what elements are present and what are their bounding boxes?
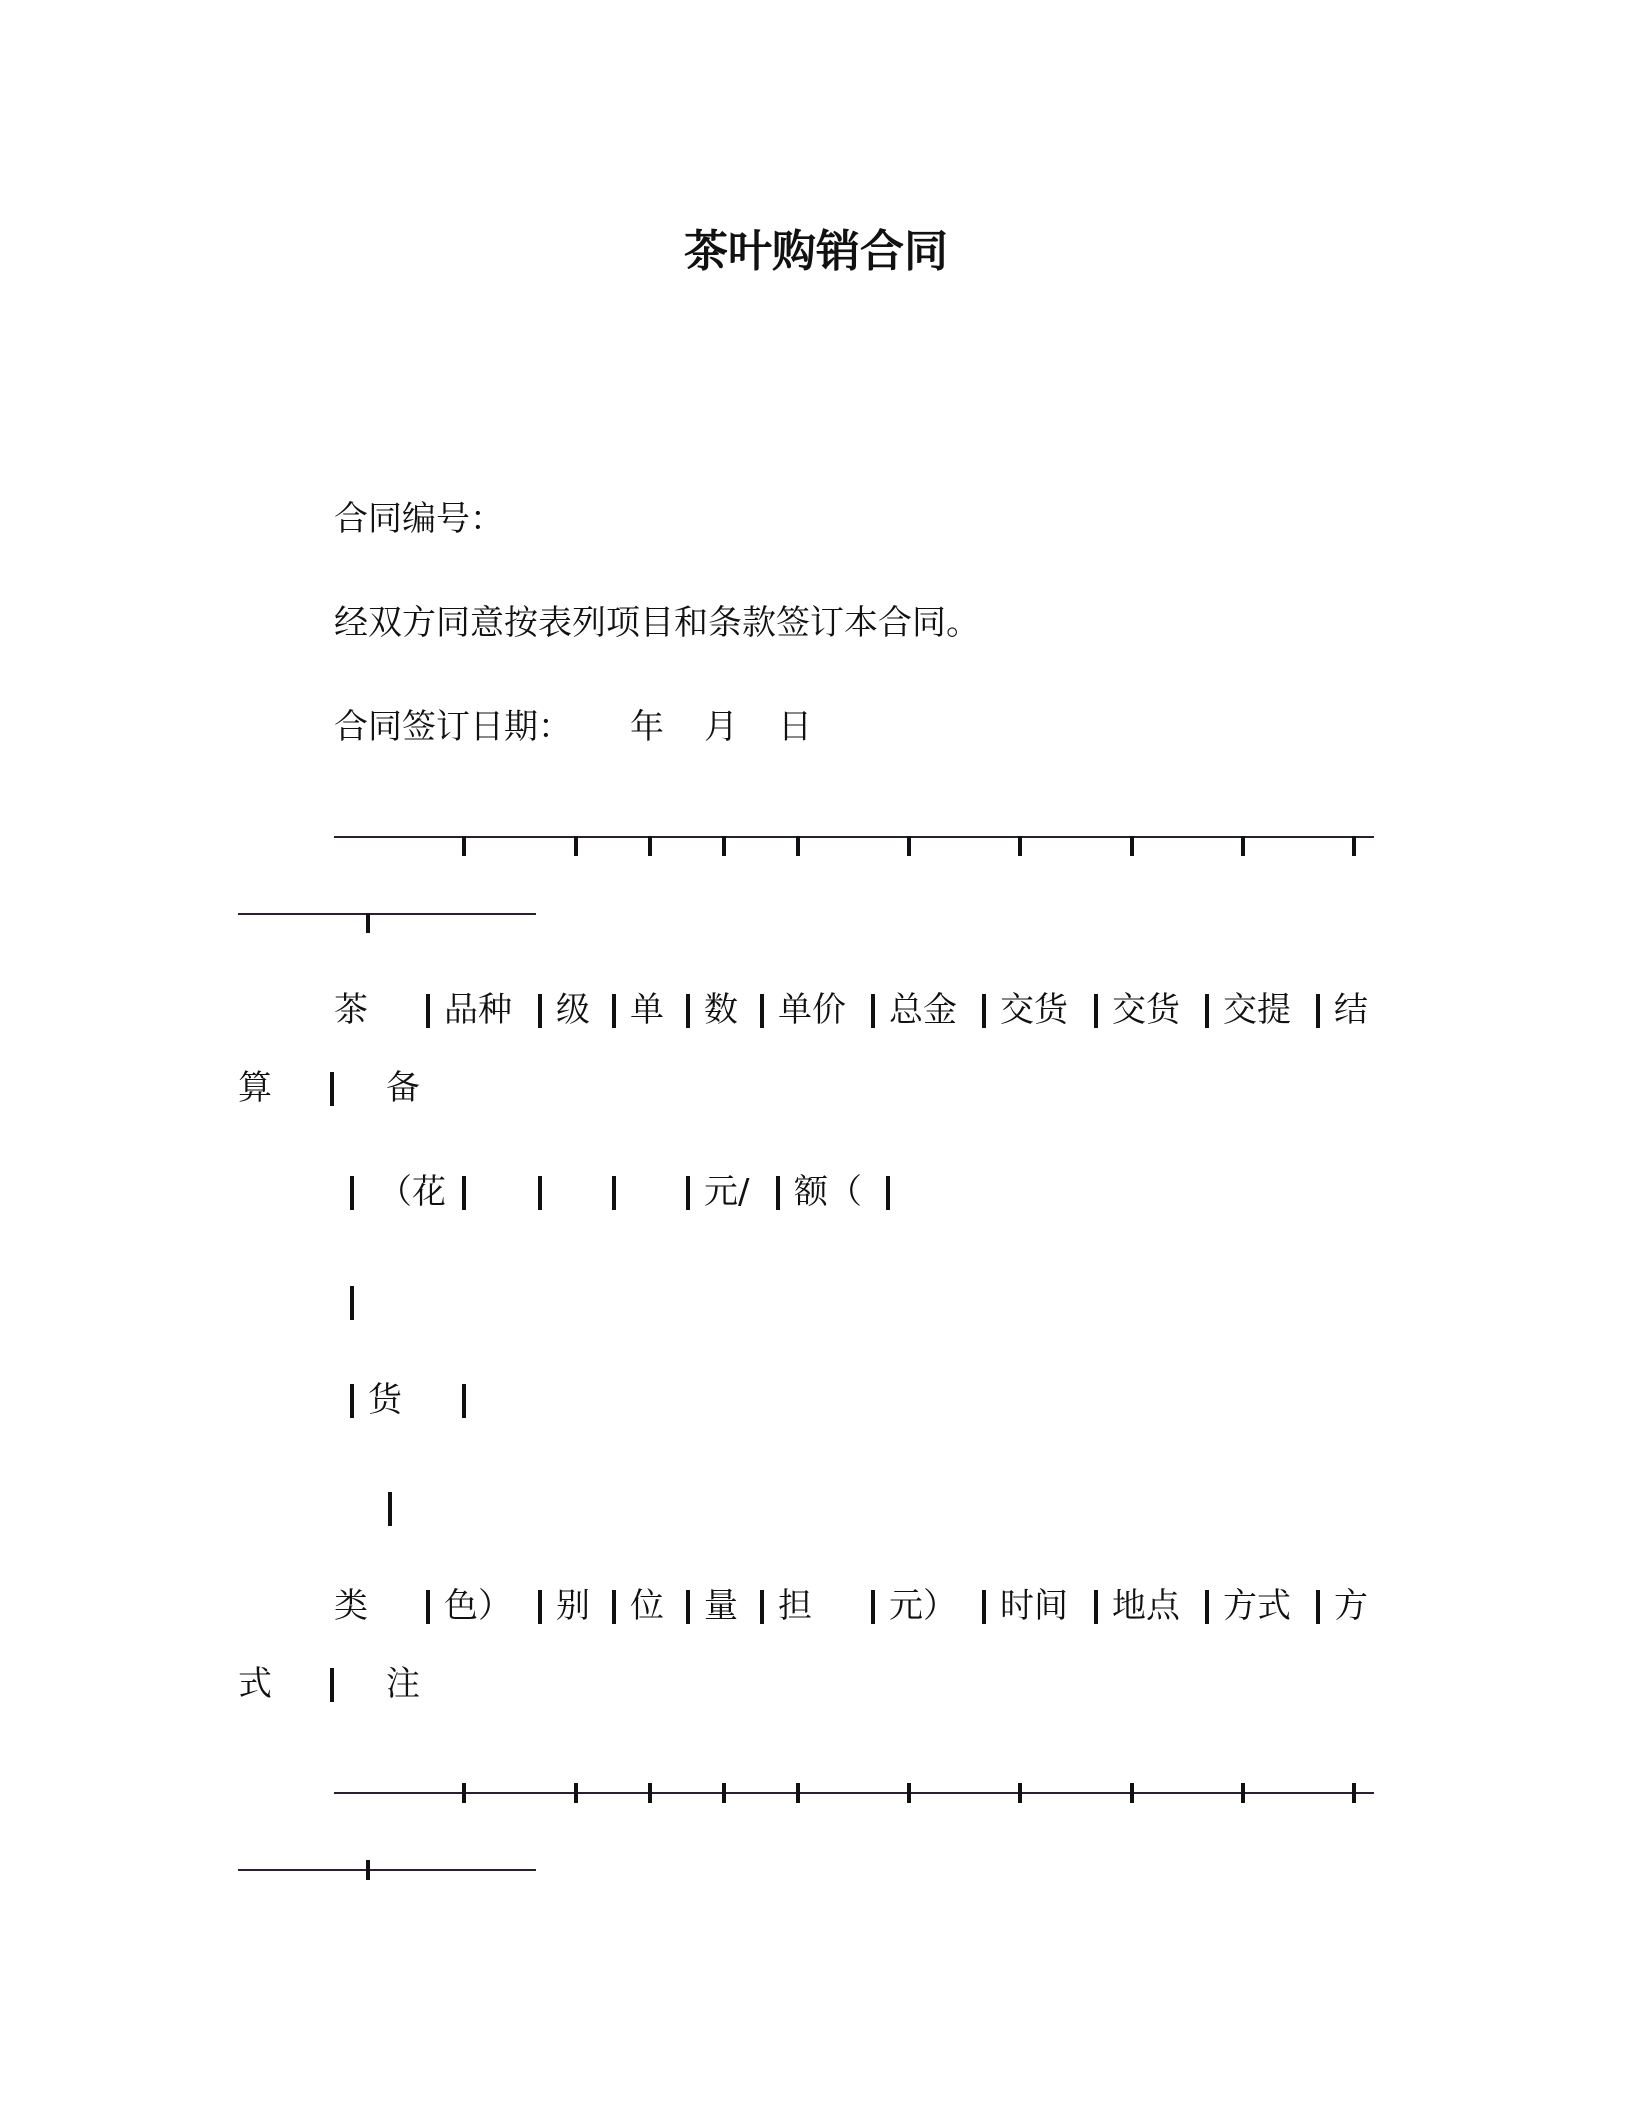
header-cell: 方 bbox=[1334, 1586, 1368, 1626]
column-divider bbox=[330, 1668, 334, 1702]
rule-tick bbox=[1130, 836, 1134, 856]
column-divider bbox=[886, 1176, 890, 1210]
column-divider bbox=[1094, 994, 1098, 1028]
column-divider bbox=[426, 1590, 430, 1624]
rule-tick bbox=[648, 836, 652, 856]
header-cell: 数 bbox=[704, 990, 738, 1030]
rule-tick bbox=[722, 836, 726, 856]
header-cell: 注 bbox=[386, 1664, 420, 1704]
column-divider bbox=[462, 1176, 466, 1210]
column-divider bbox=[982, 1590, 986, 1624]
rule-tick bbox=[574, 836, 578, 856]
column-divider bbox=[1316, 994, 1320, 1028]
rule-tick bbox=[796, 836, 800, 856]
column-divider bbox=[776, 1176, 780, 1210]
header-cell: 货 bbox=[368, 1380, 402, 1420]
rule-line bbox=[334, 836, 1374, 838]
header-cell: 量 bbox=[704, 1586, 738, 1626]
header-cell: 备 bbox=[386, 1068, 420, 1108]
header-cell: 式 bbox=[238, 1664, 272, 1704]
header-cell: 担 bbox=[778, 1586, 812, 1626]
sign-date-year: 年 bbox=[630, 707, 664, 747]
column-divider bbox=[612, 1176, 616, 1210]
rule-tick bbox=[1018, 1783, 1022, 1803]
column-divider bbox=[760, 994, 764, 1028]
column-divider bbox=[350, 1176, 354, 1210]
column-divider bbox=[330, 1072, 334, 1106]
header-cell: 总金 bbox=[889, 990, 957, 1030]
intro-paragraph: 经双方同意按表列项目和条款签订本合同。 bbox=[334, 603, 980, 643]
rule-tick bbox=[366, 1860, 370, 1880]
header-cell: 级 bbox=[556, 990, 590, 1030]
contract-number-label: 合同编号： bbox=[334, 499, 504, 539]
column-divider bbox=[1094, 1590, 1098, 1624]
column-divider bbox=[871, 994, 875, 1028]
column-divider bbox=[426, 994, 430, 1028]
header-cell: 结 bbox=[1334, 990, 1368, 1030]
header-cell: 时间 bbox=[1000, 1586, 1068, 1626]
column-divider bbox=[871, 1590, 875, 1624]
rule-tick bbox=[1130, 1783, 1134, 1803]
rule-line-wrap bbox=[238, 1869, 536, 1871]
column-divider bbox=[760, 1590, 764, 1624]
rule-tick bbox=[366, 913, 370, 933]
header-cell: 茶 bbox=[334, 990, 368, 1030]
sign-date-label: 合同签订日期： bbox=[334, 707, 572, 747]
header-cell: 方式 bbox=[1223, 1586, 1291, 1626]
header-cell: 元） bbox=[889, 1586, 957, 1626]
header-cell: （花 bbox=[378, 1172, 446, 1212]
rule-line-wrap bbox=[238, 913, 536, 915]
column-divider bbox=[1316, 1590, 1320, 1624]
header-cell: 地点 bbox=[1112, 1586, 1180, 1626]
rule-tick bbox=[1352, 1783, 1356, 1803]
column-divider bbox=[350, 1384, 354, 1418]
column-divider bbox=[538, 1176, 542, 1210]
column-divider bbox=[686, 994, 690, 1028]
header-cell: 色） bbox=[444, 1586, 512, 1626]
header-cell: 单价 bbox=[778, 990, 846, 1030]
rule-tick bbox=[462, 1783, 466, 1803]
rule-tick bbox=[574, 1783, 578, 1803]
column-divider bbox=[686, 1176, 690, 1210]
document-title: 茶叶购销合同 bbox=[684, 226, 948, 277]
sign-date-day: 日 bbox=[778, 707, 812, 747]
header-cell: 交提 bbox=[1223, 990, 1291, 1030]
column-divider bbox=[462, 1384, 466, 1418]
rule-tick bbox=[1241, 836, 1245, 856]
header-cell: 品种 bbox=[444, 990, 512, 1030]
column-divider bbox=[686, 1590, 690, 1624]
header-cell: 额（ bbox=[794, 1172, 862, 1212]
rule-tick bbox=[722, 1783, 726, 1803]
rule-tick bbox=[1018, 836, 1022, 856]
rule-tick bbox=[1352, 836, 1356, 856]
rule-line bbox=[334, 1792, 1374, 1794]
header-cell: 位 bbox=[630, 1586, 664, 1626]
rule-tick bbox=[462, 836, 466, 856]
header-cell: 算 bbox=[238, 1068, 272, 1108]
column-divider bbox=[350, 1286, 354, 1320]
rule-tick bbox=[907, 836, 911, 856]
column-divider bbox=[538, 1590, 542, 1624]
header-cell: 类 bbox=[334, 1586, 368, 1626]
header-cell: 元/ bbox=[704, 1172, 750, 1212]
header-cell: 交货 bbox=[1000, 990, 1068, 1030]
column-divider bbox=[1205, 1590, 1209, 1624]
rule-tick bbox=[796, 1783, 800, 1803]
header-cell: 别 bbox=[556, 1586, 590, 1626]
column-divider bbox=[612, 994, 616, 1028]
rule-tick bbox=[907, 1783, 911, 1803]
column-divider bbox=[388, 1492, 392, 1526]
rule-tick bbox=[1241, 1783, 1245, 1803]
sign-date-month: 月 bbox=[704, 707, 738, 747]
column-divider bbox=[982, 994, 986, 1028]
header-cell: 交货 bbox=[1112, 990, 1180, 1030]
header-cell: 单 bbox=[630, 990, 664, 1030]
rule-tick bbox=[648, 1783, 652, 1803]
column-divider bbox=[1205, 994, 1209, 1028]
column-divider bbox=[612, 1590, 616, 1624]
column-divider bbox=[538, 994, 542, 1028]
